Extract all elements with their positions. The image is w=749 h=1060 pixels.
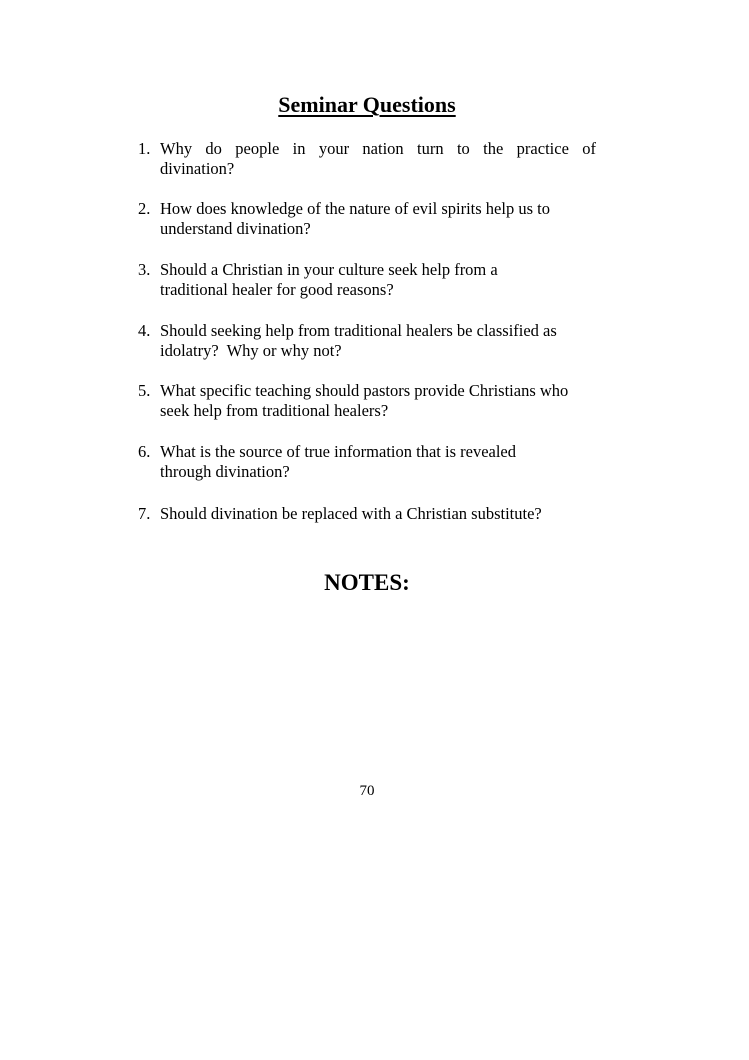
- notes-heading: NOTES:: [324, 570, 410, 595]
- question-number: 6.: [138, 442, 151, 461]
- question-item: [138, 321, 598, 361]
- question-item: [138, 504, 598, 524]
- question-text: What specific teaching should pastors provide Christians who: [160, 381, 569, 400]
- question-number: 3.: [138, 260, 151, 279]
- question-text: How does knowledge of the nature of evil spirits help us to: [160, 199, 550, 218]
- question-number: 5.: [138, 381, 151, 400]
- question-text: traditional healer for good reasons?: [160, 280, 394, 299]
- question-text: divination?: [160, 159, 235, 178]
- question-item: [138, 199, 598, 239]
- question-item: [138, 381, 598, 421]
- question-text: Should a Christian in your culture seek help from a: [160, 260, 498, 279]
- question-text: Should seeking help from traditional healers be classified as: [160, 321, 557, 340]
- question-number: 4.: [138, 321, 151, 340]
- question-number: 1.: [138, 139, 151, 158]
- question-item: [138, 442, 598, 482]
- question-text: idolatry? Why or why not?: [160, 341, 342, 360]
- question-item: [138, 139, 598, 179]
- question-text: Should divination be replaced with a Christian substitute?: [160, 504, 542, 523]
- question-number: 2.: [138, 199, 151, 218]
- question-item: [138, 260, 598, 300]
- question-text: What is the source of true information that is revealed: [160, 442, 516, 461]
- page-title: Seminar Questions: [278, 92, 456, 117]
- page-number: 70: [359, 783, 375, 799]
- question-text: Why do people in your nation turn to the practice of: [160, 139, 596, 158]
- question-text: understand divination?: [160, 219, 311, 238]
- question-text: seek help from traditional healers?: [160, 401, 389, 420]
- question-number: 7.: [138, 504, 151, 523]
- question-text: through divination?: [160, 462, 290, 481]
